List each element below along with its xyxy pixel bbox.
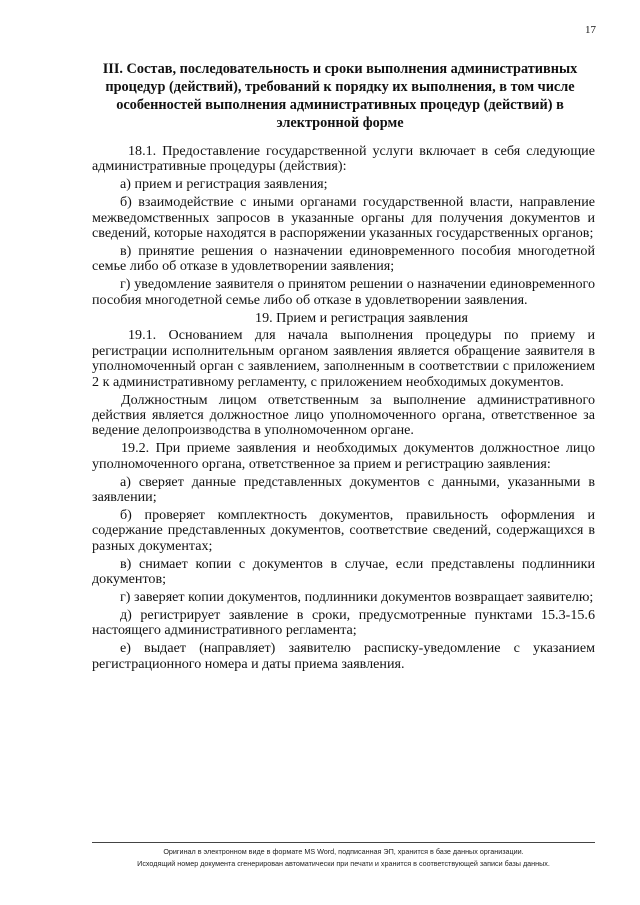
list-item-19-c: в) снимает копии с документов в случае, если представлены подлинники документов; bbox=[92, 555, 595, 588]
list-item-18-a: а) прием и регистрация заявления; bbox=[120, 176, 328, 193]
page-number: 17 bbox=[585, 24, 596, 36]
paragraph-responsible-person: Должностным лицом ответственным за выполнение административного действия является должностное лицо уполномоченного органа, ответственное за ведение делопроизводства в уполномоченном органе. bbox=[92, 391, 595, 439]
list-item-19-d: г) заверяет копии документов, подлинники документов возвращает заявителю; bbox=[120, 588, 594, 605]
list-item-19-a: а) сверяет данные представленных документов с данными, указанными в заявлении; bbox=[92, 473, 595, 506]
list-item-19-f: е) выдает (направляет) заявителю расписку-уведомление с указанием регистрационного номера и даты приема заявления. bbox=[92, 640, 595, 672]
document-body bbox=[92, 144, 595, 675]
paragraph-18-1: 18.1. Предоставление государственной услуги включает в себя следующие административные процедуры (действия): bbox=[92, 143, 595, 175]
list-item-18-d: г) уведомление заявителя о принятом решении о назначении единовременного пособия многодетной семье либо об отказе в удовлетворении заявления. bbox=[92, 276, 595, 308]
footer-line-1: Оригинал в электронном виде в формате MS Word, подписанная ЭП, хранится в базе данных организации. bbox=[163, 847, 524, 856]
footer-note bbox=[92, 846, 595, 869]
subsection-title-19: 19. Прием и регистрация заявления bbox=[255, 309, 468, 326]
list-item-18-c: в) принятие решения о назначении единовременного пособия многодетной семье либо об отказе в удовлетворении заявления; bbox=[92, 242, 595, 275]
list-item-19-e: д) регистрирует заявление в сроки, предусмотренные пунктами 15.3-15.6 настоящего административного регламента; bbox=[92, 606, 595, 639]
paragraph-19-2: 19.2. При приеме заявления и необходимых документов должностное лицо уполномоченного органа, ответственное за прием и регистрацию заявления: bbox=[92, 440, 595, 472]
section-heading: III. Состав, последовательность и сроки выполнения административных процедур (действий), требований к порядку их выполнения, в том числе особенностей выполнения административных процедур (действий) в электронной форме bbox=[102, 61, 578, 131]
paragraph-19-1: 19.1. Основанием для начала выполнения процедуры по приему и регистрации исполнительным органом заявления является обращение заявителя в уполномоченный орган с заявлением, заполненным в соответствии с приложением 2 к административному регламенту, с приложением необходимых документов. bbox=[92, 327, 595, 390]
footer-divider bbox=[92, 842, 595, 843]
footer-line-2: Исходящий номер документа сгенерирован автоматически при печати и хранится в соответствующей записи базы данных. bbox=[137, 858, 550, 868]
list-item-18-b: б) взаимодействие с иными органами государственной власти, направление межведомственных запросов в указанные органы для получения документов и сведений, которые находятся в распоряжении указанных государственных органов; bbox=[92, 194, 595, 242]
list-item-19-b: б) проверяет комплектность документов, правильность оформления и содержание представленных документов, соответствие сведений, содержащихся в разных документах; bbox=[92, 506, 595, 554]
